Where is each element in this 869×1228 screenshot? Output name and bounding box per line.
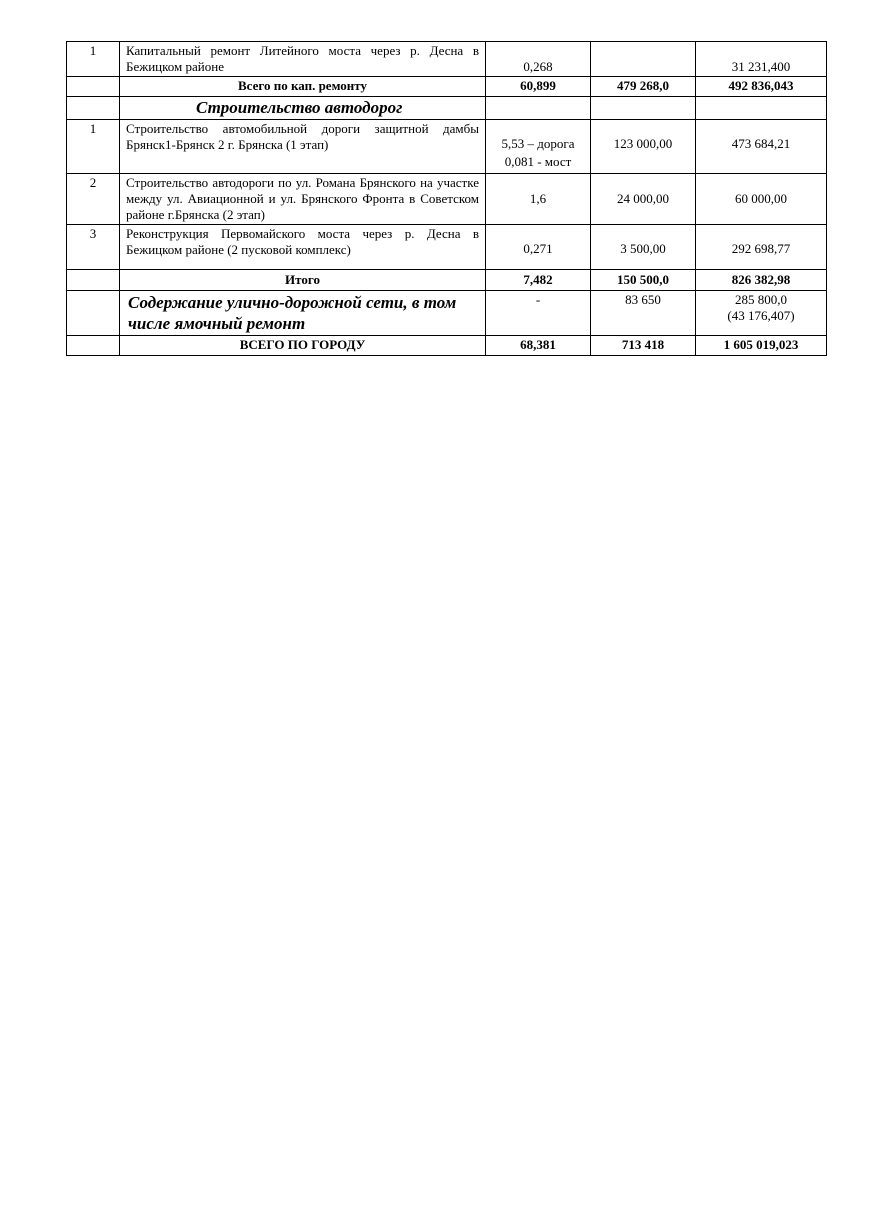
row-budget-a: 83 650 — [591, 291, 696, 336]
row-length: 68,381 — [486, 336, 591, 356]
empty-cell — [486, 97, 591, 120]
row-length: 0,271 — [486, 225, 591, 270]
row-name: Всего по кап. ремонту — [120, 77, 486, 97]
row-number — [67, 336, 120, 356]
row-number — [67, 77, 120, 97]
row-number: 2 — [67, 174, 120, 225]
budget-b-main: 285 800,0 — [735, 292, 787, 307]
row-number: 3 — [67, 225, 120, 270]
maintenance-row — [67, 291, 827, 336]
row-name: ВСЕГО ПО ГОРОДУ — [120, 336, 486, 356]
row-budget-b: 31 231,400 — [696, 42, 827, 77]
section-title: Строительство автодорог — [120, 97, 486, 120]
length-bridge: 0,081 - мост — [504, 154, 572, 169]
row-budget-b: 473 684,21 — [696, 120, 827, 174]
row-length — [486, 120, 591, 174]
row-length: 0,268 — [486, 42, 591, 77]
length-road: 5,53 – дорога — [501, 136, 575, 151]
row-name: Содержание улично-дорожной сети, в том числе ямочный ремонт — [120, 291, 486, 336]
row-budget-a: 150 500,0 — [591, 270, 696, 291]
row-length: 7,482 — [486, 270, 591, 291]
row-length: 60,899 — [486, 77, 591, 97]
budget-b-pothole: (43 176,407) — [727, 308, 795, 323]
row-name: Строительство автомобильной дороги защитной дамбы Брянск1-Брянск 2 г. Брянска (1 этап) — [120, 120, 486, 174]
row-budget-b: 492 836,043 — [696, 77, 827, 97]
row-number — [67, 270, 120, 291]
row-length: - — [486, 291, 591, 336]
empty-cell — [591, 97, 696, 120]
table-row — [67, 174, 827, 225]
row-name: Итого — [120, 270, 486, 291]
row-number — [67, 291, 120, 336]
table-row — [67, 120, 827, 174]
row-number: 1 — [67, 120, 120, 174]
row-name: Капитальный ремонт Литейного моста через р. Десна в Бежицком районе — [120, 42, 486, 77]
total-row — [67, 336, 827, 356]
row-number — [67, 97, 120, 120]
row-budget-b: 1 605 019,023 — [696, 336, 827, 356]
row-budget-a: 24 000,00 — [591, 174, 696, 225]
row-length: 1,6 — [486, 174, 591, 225]
row-number: 1 — [67, 42, 120, 77]
row-budget-a: 3 500,00 — [591, 225, 696, 270]
subtotal-row — [67, 270, 827, 291]
subtotal-row — [67, 77, 827, 97]
row-budget-a: 713 418 — [591, 336, 696, 356]
table-row — [67, 42, 827, 77]
row-budget-b — [696, 291, 827, 336]
section-row — [67, 97, 827, 120]
road-works-table — [66, 41, 827, 356]
row-name: Строительство автодороги по ул. Романа Брянского на участке между ул. Авиационной и ул. Брянского Фронта в Советском районе г.Брянска (2 этап) — [120, 174, 486, 225]
row-budget-a — [591, 42, 696, 77]
empty-cell — [696, 97, 827, 120]
table-row — [67, 225, 827, 270]
row-budget-b: 826 382,98 — [696, 270, 827, 291]
row-budget-b: 60 000,00 — [696, 174, 827, 225]
row-budget-a: 479 268,0 — [591, 77, 696, 97]
row-name: Реконструкция Первомайского моста через р. Десна в Бежицком районе (2 пусковой комплекс) — [120, 225, 486, 270]
row-budget-a: 123 000,00 — [591, 120, 696, 174]
row-budget-b: 292 698,77 — [696, 225, 827, 270]
